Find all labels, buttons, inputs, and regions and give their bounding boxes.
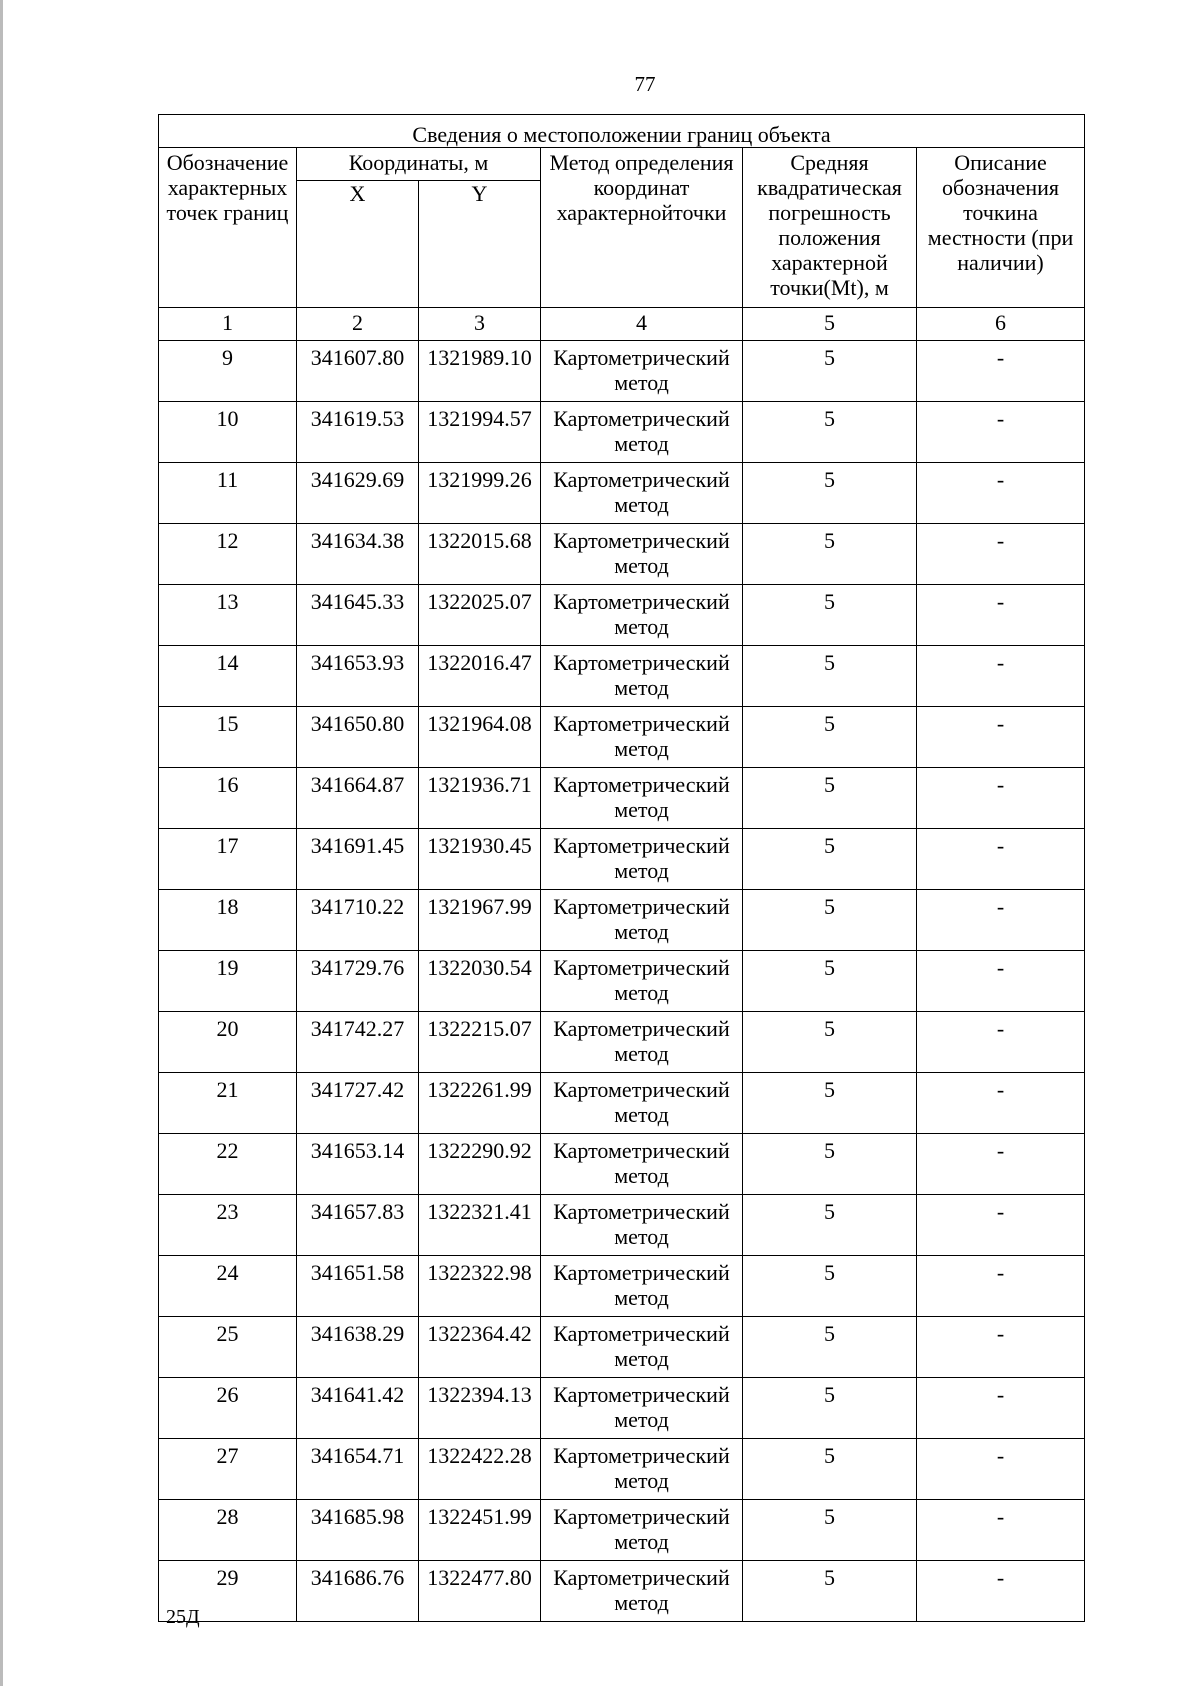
cell-y: 1322477.80	[419, 1561, 541, 1622]
cell-description: -	[917, 1012, 1085, 1073]
table-row	[159, 341, 1085, 402]
cell-description: -	[917, 829, 1085, 890]
cell-x: 341729.76	[297, 951, 419, 1012]
cell-point-id: 14	[159, 646, 297, 707]
table-row	[159, 1500, 1085, 1561]
cell-method: Картометрический метод	[541, 402, 743, 463]
cell-x: 341651.58	[297, 1256, 419, 1317]
cell-mean-error: 5	[743, 1561, 917, 1622]
scan-edge	[0, 0, 3, 1686]
cell-y: 1322322.98	[419, 1256, 541, 1317]
cell-x: 341619.53	[297, 402, 419, 463]
cell-y: 1321999.26	[419, 463, 541, 524]
cell-x: 341634.38	[297, 524, 419, 585]
header-y: Y	[419, 181, 541, 308]
cell-mean-error: 5	[743, 585, 917, 646]
cell-method: Картометрический метод	[541, 1317, 743, 1378]
cell-method: Картометрический метод	[541, 1378, 743, 1439]
cell-point-id: 26	[159, 1378, 297, 1439]
column-number: 3	[419, 308, 541, 341]
table-row	[159, 402, 1085, 463]
cell-point-id: 13	[159, 585, 297, 646]
column-number: 4	[541, 308, 743, 341]
cell-point-id: 11	[159, 463, 297, 524]
cell-x: 341742.27	[297, 1012, 419, 1073]
table-row	[159, 463, 1085, 524]
cell-y: 1321930.45	[419, 829, 541, 890]
cell-method: Картометрический метод	[541, 1195, 743, 1256]
cell-point-id: 16	[159, 768, 297, 829]
cell-point-id: 12	[159, 524, 297, 585]
cell-x: 341607.80	[297, 341, 419, 402]
cell-x: 341654.71	[297, 1439, 419, 1500]
cell-mean-error: 5	[743, 1195, 917, 1256]
cell-x: 341657.83	[297, 1195, 419, 1256]
cell-y: 1322015.68	[419, 524, 541, 585]
cell-x: 341727.42	[297, 1073, 419, 1134]
cell-method: Картометрический метод	[541, 768, 743, 829]
header-method: Метод определения координат характернойточки	[541, 148, 743, 308]
cell-description: -	[917, 585, 1085, 646]
header-x: X	[297, 181, 419, 308]
page-number: 77	[634, 72, 656, 96]
table-row	[159, 524, 1085, 585]
table-row	[159, 1317, 1085, 1378]
header-description: Описание обозначения точкина местности (при наличии)	[917, 148, 1085, 308]
cell-y: 1321994.57	[419, 402, 541, 463]
cell-y: 1322364.42	[419, 1317, 541, 1378]
table-row	[159, 585, 1085, 646]
cell-y: 1322394.13	[419, 1378, 541, 1439]
table-row	[159, 1073, 1085, 1134]
cell-description: -	[917, 768, 1085, 829]
header-mean-error: Средняя квадратическая погрешность положения характерной точки(Mt), м	[743, 148, 917, 308]
cell-method: Картометрический метод	[541, 707, 743, 768]
cell-x: 341664.87	[297, 768, 419, 829]
cell-description: -	[917, 1073, 1085, 1134]
cell-mean-error: 5	[743, 890, 917, 951]
cell-y: 1322261.99	[419, 1073, 541, 1134]
cell-method: Картометрический метод	[541, 1073, 743, 1134]
table-row	[159, 707, 1085, 768]
cell-description: -	[917, 1195, 1085, 1256]
cell-point-id: 28	[159, 1500, 297, 1561]
table-row	[159, 646, 1085, 707]
cell-method: Картометрический метод	[541, 1134, 743, 1195]
column-number: 1	[159, 308, 297, 341]
cell-y: 1322451.99	[419, 1500, 541, 1561]
cell-method: Картометрический метод	[541, 1012, 743, 1073]
cell-y: 1321967.99	[419, 890, 541, 951]
cell-x: 341710.22	[297, 890, 419, 951]
cell-point-id: 29	[159, 1561, 297, 1622]
cell-y: 1322016.47	[419, 646, 541, 707]
column-number: 5	[743, 308, 917, 341]
cell-description: -	[917, 1378, 1085, 1439]
cell-point-id: 23	[159, 1195, 297, 1256]
cell-y: 1322215.07	[419, 1012, 541, 1073]
cell-mean-error: 5	[743, 524, 917, 585]
header-point-designation: Обозначение характерных точек границ	[159, 148, 297, 308]
table-title: Сведения о местоположении границ объекта	[159, 115, 1085, 148]
cell-y: 1321989.10	[419, 341, 541, 402]
table-row	[159, 1439, 1085, 1500]
table-row	[159, 829, 1085, 890]
table-row	[159, 890, 1085, 951]
cell-mean-error: 5	[743, 768, 917, 829]
cell-mean-error: 5	[743, 1500, 917, 1561]
cell-mean-error: 5	[743, 951, 917, 1012]
cell-point-id: 15	[159, 707, 297, 768]
cell-x: 341629.69	[297, 463, 419, 524]
cell-mean-error: 5	[743, 1134, 917, 1195]
cell-description: -	[917, 341, 1085, 402]
table-row	[159, 1256, 1085, 1317]
cell-point-id: 18	[159, 890, 297, 951]
cell-description: -	[917, 402, 1085, 463]
column-number: 2	[297, 308, 419, 341]
cell-point-id: 24	[159, 1256, 297, 1317]
cell-mean-error: 5	[743, 463, 917, 524]
table-row	[159, 1195, 1085, 1256]
cell-method: Картометрический метод	[541, 1256, 743, 1317]
cell-method: Картометрический метод	[541, 463, 743, 524]
cell-y: 1322025.07	[419, 585, 541, 646]
cell-description: -	[917, 1256, 1085, 1317]
cell-method: Картометрический метод	[541, 646, 743, 707]
cell-mean-error: 5	[743, 402, 917, 463]
cell-y: 1321936.71	[419, 768, 541, 829]
cell-point-id: 9	[159, 341, 297, 402]
cell-method: Картометрический метод	[541, 890, 743, 951]
cell-y: 1322321.41	[419, 1195, 541, 1256]
cell-x: 341650.80	[297, 707, 419, 768]
cell-point-id: 22	[159, 1134, 297, 1195]
cell-x: 341686.76	[297, 1561, 419, 1622]
cell-description: -	[917, 1561, 1085, 1622]
cell-point-id: 17	[159, 829, 297, 890]
cell-method: Картометрический метод	[541, 341, 743, 402]
table-row	[159, 1561, 1085, 1622]
cell-description: -	[917, 890, 1085, 951]
cell-x: 341645.33	[297, 585, 419, 646]
cell-y: 1322290.92	[419, 1134, 541, 1195]
cell-method: Картометрический метод	[541, 524, 743, 585]
cell-x: 341638.29	[297, 1317, 419, 1378]
cell-point-id: 21	[159, 1073, 297, 1134]
cell-method: Картометрический метод	[541, 1500, 743, 1561]
cell-point-id: 25	[159, 1317, 297, 1378]
boundary-coordinates-table	[158, 114, 1085, 1622]
cell-description: -	[917, 1134, 1085, 1195]
cell-method: Картометрический метод	[541, 829, 743, 890]
footer-code: 25Д	[166, 1606, 200, 1628]
cell-description: -	[917, 1317, 1085, 1378]
cell-point-id: 20	[159, 1012, 297, 1073]
table-row	[159, 951, 1085, 1012]
cell-y: 1322030.54	[419, 951, 541, 1012]
table-row	[159, 1378, 1085, 1439]
cell-mean-error: 5	[743, 829, 917, 890]
cell-x: 341685.98	[297, 1500, 419, 1561]
cell-method: Картометрический метод	[541, 585, 743, 646]
cell-y: 1322422.28	[419, 1439, 541, 1500]
cell-description: -	[917, 524, 1085, 585]
cell-mean-error: 5	[743, 341, 917, 402]
cell-mean-error: 5	[743, 1439, 917, 1500]
cell-mean-error: 5	[743, 646, 917, 707]
cell-mean-error: 5	[743, 1073, 917, 1134]
table-row	[159, 1134, 1085, 1195]
cell-description: -	[917, 1500, 1085, 1561]
column-number: 6	[917, 308, 1085, 341]
cell-method: Картометрический метод	[541, 1439, 743, 1500]
table-row	[159, 1012, 1085, 1073]
cell-x: 341653.14	[297, 1134, 419, 1195]
table-row	[159, 768, 1085, 829]
cell-mean-error: 5	[743, 1317, 917, 1378]
cell-x: 341641.42	[297, 1378, 419, 1439]
table-body	[159, 341, 1085, 1622]
cell-method: Картометрический метод	[541, 951, 743, 1012]
cell-point-id: 10	[159, 402, 297, 463]
cell-point-id: 27	[159, 1439, 297, 1500]
cell-description: -	[917, 1439, 1085, 1500]
cell-point-id: 19	[159, 951, 297, 1012]
cell-mean-error: 5	[743, 707, 917, 768]
cell-x: 341691.45	[297, 829, 419, 890]
cell-description: -	[917, 463, 1085, 524]
cell-mean-error: 5	[743, 1378, 917, 1439]
column-numbers-row	[159, 308, 1085, 341]
boundary-table-container	[158, 114, 1085, 1622]
header-coordinates: Координаты, м	[297, 148, 541, 181]
cell-mean-error: 5	[743, 1256, 917, 1317]
cell-description: -	[917, 707, 1085, 768]
cell-x: 341653.93	[297, 646, 419, 707]
cell-y: 1321964.08	[419, 707, 541, 768]
cell-description: -	[917, 951, 1085, 1012]
cell-description: -	[917, 646, 1085, 707]
cell-method: Картометрический метод	[541, 1561, 743, 1622]
cell-mean-error: 5	[743, 1012, 917, 1073]
